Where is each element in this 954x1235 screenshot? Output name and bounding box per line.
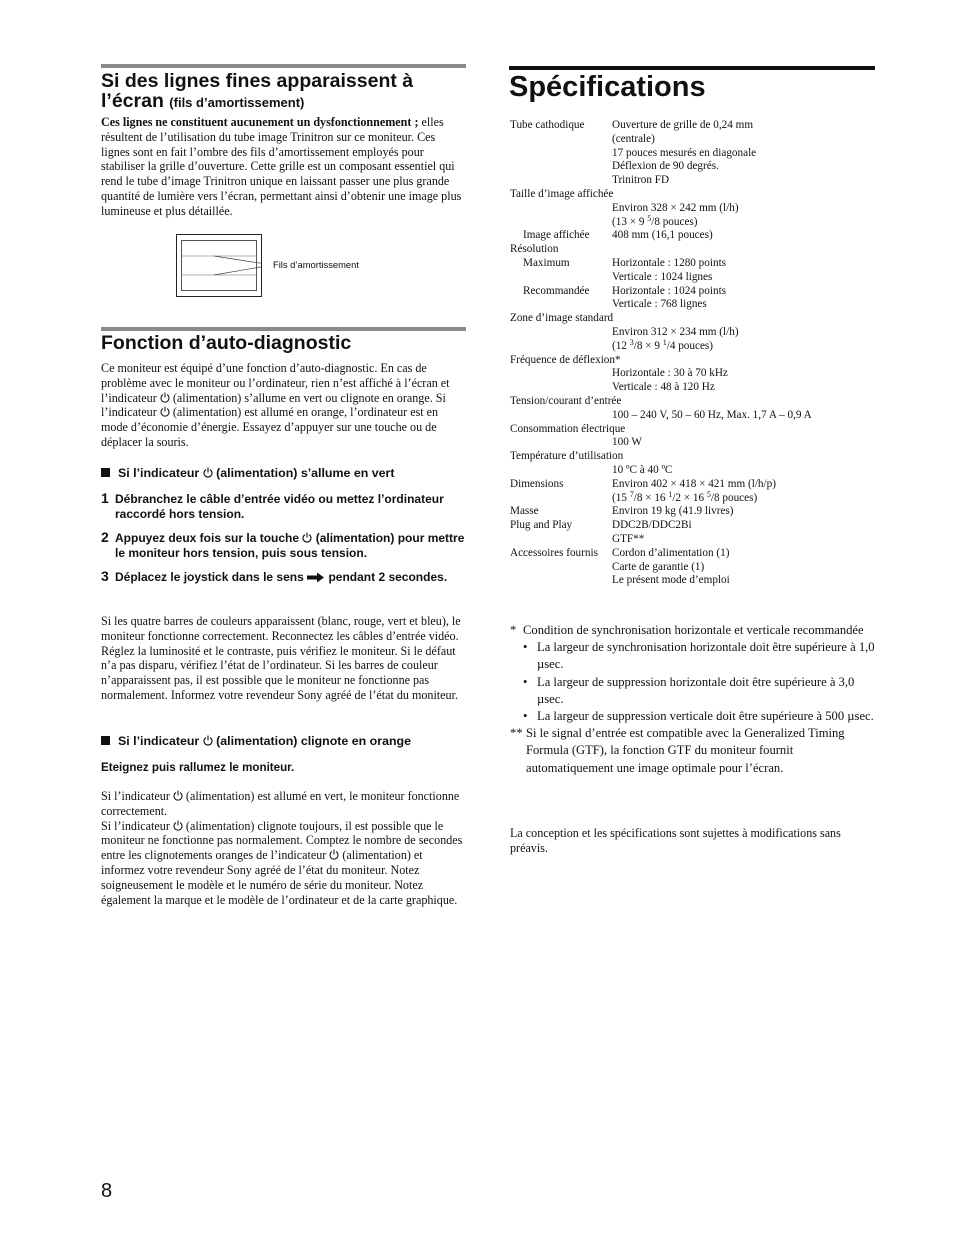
spec-row	[510, 367, 880, 381]
step-number: 2	[101, 529, 109, 545]
spec-value	[612, 354, 880, 368]
spec-label: Température d’utilisation	[510, 450, 624, 463]
spec-value: Trinitron FD	[612, 174, 670, 187]
spec-row	[510, 271, 880, 285]
spec-label: Consommation électrique	[510, 422, 626, 435]
section-title-self-diagnosis: Fonction d’auto-diagnostic	[101, 332, 352, 354]
spec-value: 10 ºC à 40 ºC	[612, 463, 673, 476]
step-text	[115, 531, 466, 561]
bullet-icon: •	[523, 640, 528, 655]
step-text-part: Déplacez le joystick dans le sens	[115, 570, 304, 584]
title-rule	[509, 66, 875, 70]
step-text-part: pendant 2 secondes.	[328, 570, 448, 584]
color-bars-result-paragraph: Si les quatre barres de couleurs apparaissent (blanc, rouge, vert et bleu), le moniteur fonctionne correctement. Reconnectez les câbles d’entrée vidéo. Réglez la luminosité et le contraste, puis vérifiez le moniteur. Si le défaut n’a pas disparu, vérifiez l’état de l’ordinateur. Si les barres de couleur n’apparaissent pas, il est possible que le moniteur ne fonctionne pas normalement. Informez votre revendeur Sony agréé de l’état du moniteur.	[101, 614, 461, 702]
list-item-text: La largeur de suppression verticale doit être supérieure à 500 µsec.	[537, 709, 874, 724]
spec-label: Taille d’image affichée	[510, 187, 614, 200]
spec-label: Dimensions	[510, 477, 564, 490]
step-text-part: Appuyez deux fois sur la touche	[115, 531, 300, 545]
section-title-damper-wires	[101, 71, 466, 113]
footnote-gtf	[510, 725, 875, 777]
intro-text: (alimentation) est allumé en orange, l’ordinateur est en mode d’économie d’énergie. Essayez d’appuyer sur une touche ou de déplacer la souris.	[101, 405, 439, 449]
spec-row	[510, 409, 880, 423]
intro-text: Ce moniteur est équipé d’une fonction d’auto-diagnostic. En cas de problème avec le moniteur ou l’ordinateur, rien n’est affiché à l’écran et l’indicateur	[101, 361, 450, 405]
spec-value: (13 × 9 $^5$/8 pouces)	[612, 213, 698, 228]
orange-action: Eteignez puis rallumez le moniteur.	[101, 761, 295, 774]
spec-value: Environ 402 × 418 × 421 mm (l/h/p)	[612, 477, 776, 490]
spec-row	[510, 519, 880, 533]
spec-row	[510, 381, 880, 395]
step-text-part: (alimentation) pour mettre le moniteur hors tension, puis sous tension.	[115, 531, 465, 560]
spec-value: Carte de garantie (1)	[612, 560, 705, 573]
spec-notes	[510, 622, 875, 777]
orange-paragraph	[101, 789, 465, 907]
spec-value	[612, 450, 880, 464]
spec-label: Zone d’image standard	[510, 312, 614, 325]
paragraph-text: (alimentation) et informez votre revendeur Sony agréé de l’état du moniteur. Notez soigneusement le modèle et le numéro de série du moniteur. Notez également la marque et le modèle de l’ordinateur et de la carte graphique.	[101, 848, 458, 907]
spec-row	[510, 574, 880, 588]
list-item-text: La largeur de synchronisation horizontale doit être supérieure à 1,0 µsec.	[537, 640, 875, 672]
footnote-text: Condition de synchronisation horizontale et verticale recommandée	[523, 623, 864, 637]
spec-value: Cordon d’alimentation (1)	[612, 546, 730, 559]
spec-row	[510, 533, 880, 547]
spec-value: Le présent mode d’emploi	[612, 574, 730, 587]
spec-row	[510, 174, 880, 188]
spec-row	[510, 547, 880, 561]
heading-text: (alimentation) s’allume en vert	[216, 466, 395, 480]
paragraph-text: Si l’indicateur	[101, 789, 170, 803]
spec-row	[510, 326, 880, 340]
list-item	[510, 674, 875, 708]
bullet-icon: •	[523, 674, 528, 689]
step-text: Débranchez le câble d’entrée vidéo ou mettez l’ordinateur raccordé hors tension.	[115, 492, 444, 521]
section-rule	[101, 64, 466, 68]
arrow-right-icon	[307, 572, 325, 587]
spec-label: Maximum	[523, 256, 570, 269]
spec-value: Horizontale : 1280 points	[612, 256, 727, 269]
power-icon	[329, 849, 339, 860]
spec-row	[510, 257, 880, 271]
paragraph-text: (alimentation) clignote toujours, il est possible que le moniteur ne fonctionne pas normalement. Comptez le nombre de secondes entre les clignotements oranges de l’indicateur	[101, 818, 463, 863]
spec-value: Verticale : 48 à 120 Hz	[612, 381, 715, 394]
spec-value: (12 $^3$/8 × 9 $^1$/4 pouces)	[612, 337, 714, 352]
spec-row	[510, 561, 880, 575]
spec-row	[510, 478, 880, 492]
spec-row	[510, 337, 880, 354]
spec-value: 100 W	[612, 436, 642, 449]
spec-row	[510, 133, 880, 147]
heading-text: Si l’indicateur	[118, 734, 200, 748]
spec-label: Tension/courant d’entrée	[510, 394, 622, 407]
damper-wires-paragraph	[101, 115, 465, 219]
intro-text: (alimentation) s’allume en vert ou clignote en orange. Si l’indicateur	[101, 390, 446, 420]
power-icon	[203, 735, 213, 746]
spec-row	[510, 147, 880, 161]
page-title: Spécifications	[509, 71, 706, 103]
list-item-text: La largeur de suppression horizontale doit être supérieure à 3,0 µsec.	[537, 674, 855, 706]
case-orange-heading	[101, 734, 466, 749]
list-item	[510, 708, 875, 725]
body-text: elles résultent de l’utilisation du tube image Trinitron sur ce moniteur. Ces lignes sont en fait l’ombre des fils d’amortissement employés pour stabiliser la grille d’ouverture. Cette grille est un composant essentiel qui rend le tube d’image Trinitron unique en laissant passer une plus grande quantité de lumière vers l’écran, permettant ainsi d’obtenir une image plus lumineuse et plus détaillée.	[101, 115, 462, 218]
spec-row	[510, 119, 880, 133]
square-bullet-icon	[101, 736, 110, 745]
footnote-text: Si le signal d’entrée est compatible avec la Generalized Timing Formula (GTF), la fonction GTF du moniteur fournit automatiquement une image optimale pour l’écran.	[526, 726, 845, 775]
spec-row	[510, 423, 880, 437]
power-icon	[173, 820, 183, 831]
spec-row	[510, 160, 880, 174]
spec-label: Image affichée	[523, 229, 590, 242]
spec-value	[612, 395, 880, 409]
heading-text: Si l’indicateur	[118, 466, 200, 480]
spec-row	[510, 450, 880, 464]
disclaimer: La conception et les spécifications sont sujettes à modifications sans préavis.	[510, 826, 841, 855]
spec-value: Environ 328 × 242 mm (l/h)	[612, 201, 739, 214]
spec-value: Environ 19 kg (41.9 livres)	[612, 505, 734, 518]
power-icon	[203, 467, 213, 478]
spec-label: Recommandée	[523, 284, 590, 297]
spec-value	[612, 312, 880, 326]
footnote-mark: *	[510, 623, 517, 637]
spec-label: Résolution	[510, 243, 559, 256]
section-subtitle: (fils d’amortissement)	[169, 95, 305, 110]
list-item	[510, 639, 875, 673]
power-icon	[173, 790, 183, 801]
spec-table	[510, 119, 880, 588]
section-title-text: Si des lignes fines apparaissent à l’écran	[101, 70, 414, 112]
spec-value: DDC2B/DDC2Bi	[612, 519, 692, 532]
spec-value: Environ 312 × 234 mm (l/h)	[612, 325, 739, 338]
spec-row	[510, 489, 880, 506]
spec-value: Verticale : 768 lignes	[612, 298, 707, 311]
spec-value: Horizontale : 1024 points	[612, 284, 727, 297]
lead-bold-text: Ces lignes ne constituent aucunement un dysfonctionnement ;	[101, 115, 419, 129]
step-2	[101, 531, 466, 561]
spec-row	[510, 436, 880, 450]
square-bullet-icon	[101, 468, 110, 477]
spec-label: Accessoires fournis	[510, 546, 598, 559]
step-1	[101, 492, 466, 522]
monitor-damper-wire-figure	[176, 234, 262, 297]
spec-row	[510, 213, 880, 230]
spec-row	[510, 202, 880, 216]
spec-row	[510, 285, 880, 299]
spec-value	[612, 188, 880, 202]
footnote-mark: **	[510, 726, 523, 741]
step-number: 3	[101, 568, 109, 584]
spec-row	[510, 229, 880, 243]
spec-row	[510, 464, 880, 478]
spec-row	[510, 395, 880, 409]
spec-row	[510, 243, 880, 257]
spec-value	[612, 243, 880, 257]
paragraph-text: Si l’indicateur	[101, 818, 170, 833]
section-rule	[101, 327, 466, 331]
spec-value: Horizontale : 30 à 70 kHz	[612, 367, 728, 380]
spec-row	[510, 188, 880, 202]
spec-label: Fréquence de déflexion*	[510, 353, 621, 366]
spec-value	[612, 423, 880, 437]
spec-value: (15 $^7$/8 × 16 $^1$/2 × 16 $^5$/8 pouces)	[612, 489, 758, 504]
heading-text: (alimentation) clignote en orange	[216, 734, 411, 748]
spec-value: Ouverture de grille de 0,24 mm	[612, 119, 754, 131]
self-diagnosis-intro	[101, 361, 465, 450]
spec-label: Masse	[510, 505, 539, 518]
spec-value: Verticale : 1024 lignes	[612, 270, 713, 283]
step-number: 1	[101, 490, 109, 506]
spec-value: 408 mm (16,1 pouces)	[612, 229, 713, 242]
spec-value: 17 pouces mesurés en diagonale	[612, 146, 757, 159]
spec-label: Plug and Play	[510, 519, 573, 532]
spec-value: (centrale)	[612, 132, 655, 145]
bullet-icon: •	[523, 709, 528, 724]
footnote-sync	[510, 622, 875, 639]
page-number: 8	[101, 1180, 113, 1202]
paragraph-text: (alimentation) est allumé en vert, le moniteur fonctionne correctement.	[101, 789, 460, 818]
spec-label: Tube cathodique	[510, 119, 585, 131]
spec-value: 100 – 240 V, 50 – 60 Hz, Max. 1,7 A – 0,9 A	[612, 408, 812, 421]
spec-value: Déflexion de 90 degrés.	[612, 160, 719, 173]
figure-label: Fils d’amortissement	[273, 259, 359, 270]
power-icon	[302, 532, 312, 543]
power-icon	[160, 406, 170, 417]
spec-row	[510, 354, 880, 368]
spec-row	[510, 312, 880, 326]
step-text	[115, 570, 466, 587]
step-3	[101, 570, 466, 587]
spec-row	[510, 298, 880, 312]
spec-row	[510, 505, 880, 519]
case-green-heading	[101, 466, 466, 481]
spec-value: GTF**	[612, 532, 645, 545]
power-icon	[160, 392, 170, 403]
